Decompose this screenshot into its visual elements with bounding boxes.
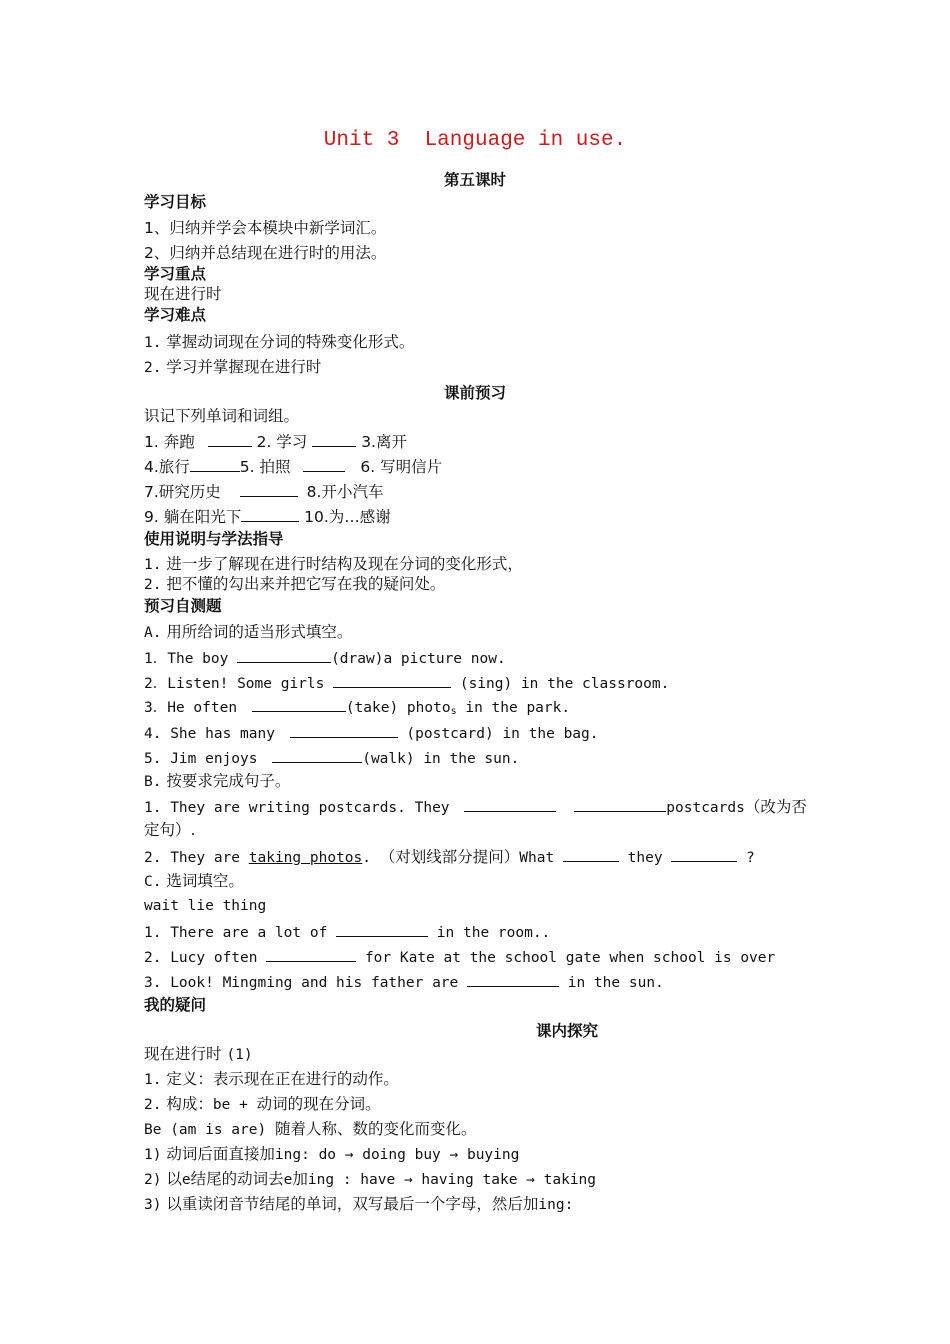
explore-line-3: 2. 构成：be + 动词的现在分词。 <box>144 1095 381 1113</box>
answer-blank[interactable] <box>240 481 298 497</box>
preview-instruction: 识记下列单词和词组。 <box>144 407 300 425</box>
answer-blank[interactable] <box>266 946 356 962</box>
exercise-a5: 5. Jim enjoys (walk) in the sun. <box>144 747 519 769</box>
section-title: 用所给词的适当形式填空。 <box>166 623 353 641</box>
section-label: C. <box>144 874 162 890</box>
preview-heading: 课前预习 <box>443 384 506 402</box>
answer-blank[interactable] <box>336 921 428 937</box>
section-b-title <box>144 771 290 792</box>
exercise-b1: 1. They are writing postcards. They postcards（改为否 <box>144 798 807 816</box>
exercise-a1: 1．The boy (draw)a picture now. <box>144 647 506 669</box>
vocab-item: 4.旅行 <box>144 458 190 476</box>
vocab-item: 9. 躺在阳光下 <box>144 508 242 526</box>
vocab-item: 3.离开 <box>361 433 407 451</box>
exercise-a2: 2．Listen! Some girls (sing) in the classroom. <box>144 672 669 694</box>
section-title: 按要求完成句子。 <box>166 772 291 790</box>
item-number: 1. <box>144 335 162 351</box>
exercise-a3: 3．He often (take) photos in the park. <box>144 696 570 722</box>
underlined-phrase: taking photos <box>248 850 363 866</box>
section-a-title <box>144 622 352 643</box>
answer-blank[interactable] <box>312 431 356 447</box>
explore-heading: 课内探究 <box>535 1022 598 1040</box>
item-number: 2. <box>144 360 162 376</box>
answer-blank[interactable] <box>333 672 451 688</box>
answer-blank[interactable] <box>252 696 346 712</box>
section-title: 选词填空。 <box>166 872 244 890</box>
difficulty-heading: 学习难点 <box>144 306 207 324</box>
explore-line-6: 2) 以e结尾的动词去e加ing : have → having take → taking <box>144 1170 597 1188</box>
question-heading: 我的疑问 <box>144 996 207 1014</box>
section-label: A. <box>144 625 162 641</box>
vocab-item: 1. 奔跑 <box>144 433 195 451</box>
item-text: 进一步了解现在进行时结构及现在分词的变化形式， <box>166 555 523 573</box>
document-title: Unit 3 Language in use. <box>323 129 627 152</box>
vocab-row-2 <box>144 456 442 477</box>
exercise-c3: 3. Look! Mingming and his father are in the sun. <box>144 971 664 993</box>
explore-line-2: 1. 定义：表示现在正在进行的动作。 <box>144 1070 399 1088</box>
item-text: 学习并掌握现在进行时 <box>166 358 322 376</box>
vocab-row-3 <box>144 481 383 502</box>
vocab-row-1 <box>144 431 407 452</box>
exercise-c2: 2. Lucy often for Kate at the school gate when school is over <box>144 946 775 968</box>
answer-blank[interactable] <box>272 747 362 763</box>
exercise-b2: 2. They are taking photos. （对划线部分提问）What they ? <box>144 848 755 866</box>
difficulty-item-2 <box>144 357 321 378</box>
answer-blank[interactable] <box>241 506 299 522</box>
exercise-b1-continued: 定句）. <box>144 821 196 839</box>
vocab-item: 8.开小汽车 <box>306 483 384 501</box>
word-bank: wait lie thing <box>144 898 267 914</box>
exercise-a4: 4. She has many (postcard) in the bag. <box>144 722 598 744</box>
focus-heading: 学习重点 <box>144 265 207 283</box>
vocab-item: 6. 写明信片 <box>360 458 443 476</box>
explore-line-1: 现在进行时 (1) <box>144 1045 253 1063</box>
vocab-item: 10.为…感谢 <box>304 508 391 526</box>
answer-blank[interactable] <box>671 846 737 862</box>
goal-item-2: 2、归纳并总结现在进行时的用法。 <box>144 244 387 262</box>
explore-line-4: Be (am is are) 随着人称、数的变化而变化。 <box>144 1120 477 1138</box>
goal-item-1: 1、归纳并学会本模块中新学词汇。 <box>144 219 387 237</box>
vocab-item: 2. 学习 <box>256 433 308 451</box>
answer-blank[interactable] <box>208 431 252 447</box>
section-label: B. <box>144 774 162 790</box>
answer-blank[interactable] <box>237 647 331 663</box>
explore-line-5: 1) 动词后面直接加ing: do → doing buy → buying <box>144 1145 520 1163</box>
answer-blank[interactable] <box>303 456 345 472</box>
explore-line-7: 3) 以重读闭音节结尾的单词，双写最后一个字母，然后加ing: <box>144 1195 574 1213</box>
answer-blank[interactable] <box>190 456 240 472</box>
vocab-row-4 <box>144 506 391 527</box>
answer-blank[interactable] <box>467 971 559 987</box>
answer-blank[interactable] <box>574 796 666 812</box>
exercise-c1: 1. There are a lot of in the room.. <box>144 921 550 943</box>
item-number: 1. <box>144 557 162 573</box>
focus-text: 现在进行时 <box>144 285 222 303</box>
item-text: 掌握动词现在分词的特殊变化形式。 <box>166 333 415 351</box>
answer-blank[interactable] <box>290 722 398 738</box>
vocab-item: 7.研究历史 <box>144 483 221 501</box>
item-number: 2. <box>144 577 162 593</box>
difficulty-item-1 <box>144 332 414 353</box>
guide-heading: 使用说明与学法指导 <box>144 530 284 548</box>
guide-item-1 <box>144 554 523 575</box>
answer-blank[interactable] <box>464 796 556 812</box>
lesson-label: 第五课时 <box>443 171 506 189</box>
item-text: 把不懂的勾出来并把它写在我的疑问处。 <box>166 575 446 593</box>
section-c-title <box>144 871 244 892</box>
goals-heading: 学习目标 <box>144 193 207 211</box>
selftest-heading: 预习自测题 <box>144 597 222 615</box>
guide-item-2 <box>144 574 445 595</box>
answer-blank[interactable] <box>563 846 619 862</box>
vocab-item: 5. 拍照 <box>239 458 291 476</box>
